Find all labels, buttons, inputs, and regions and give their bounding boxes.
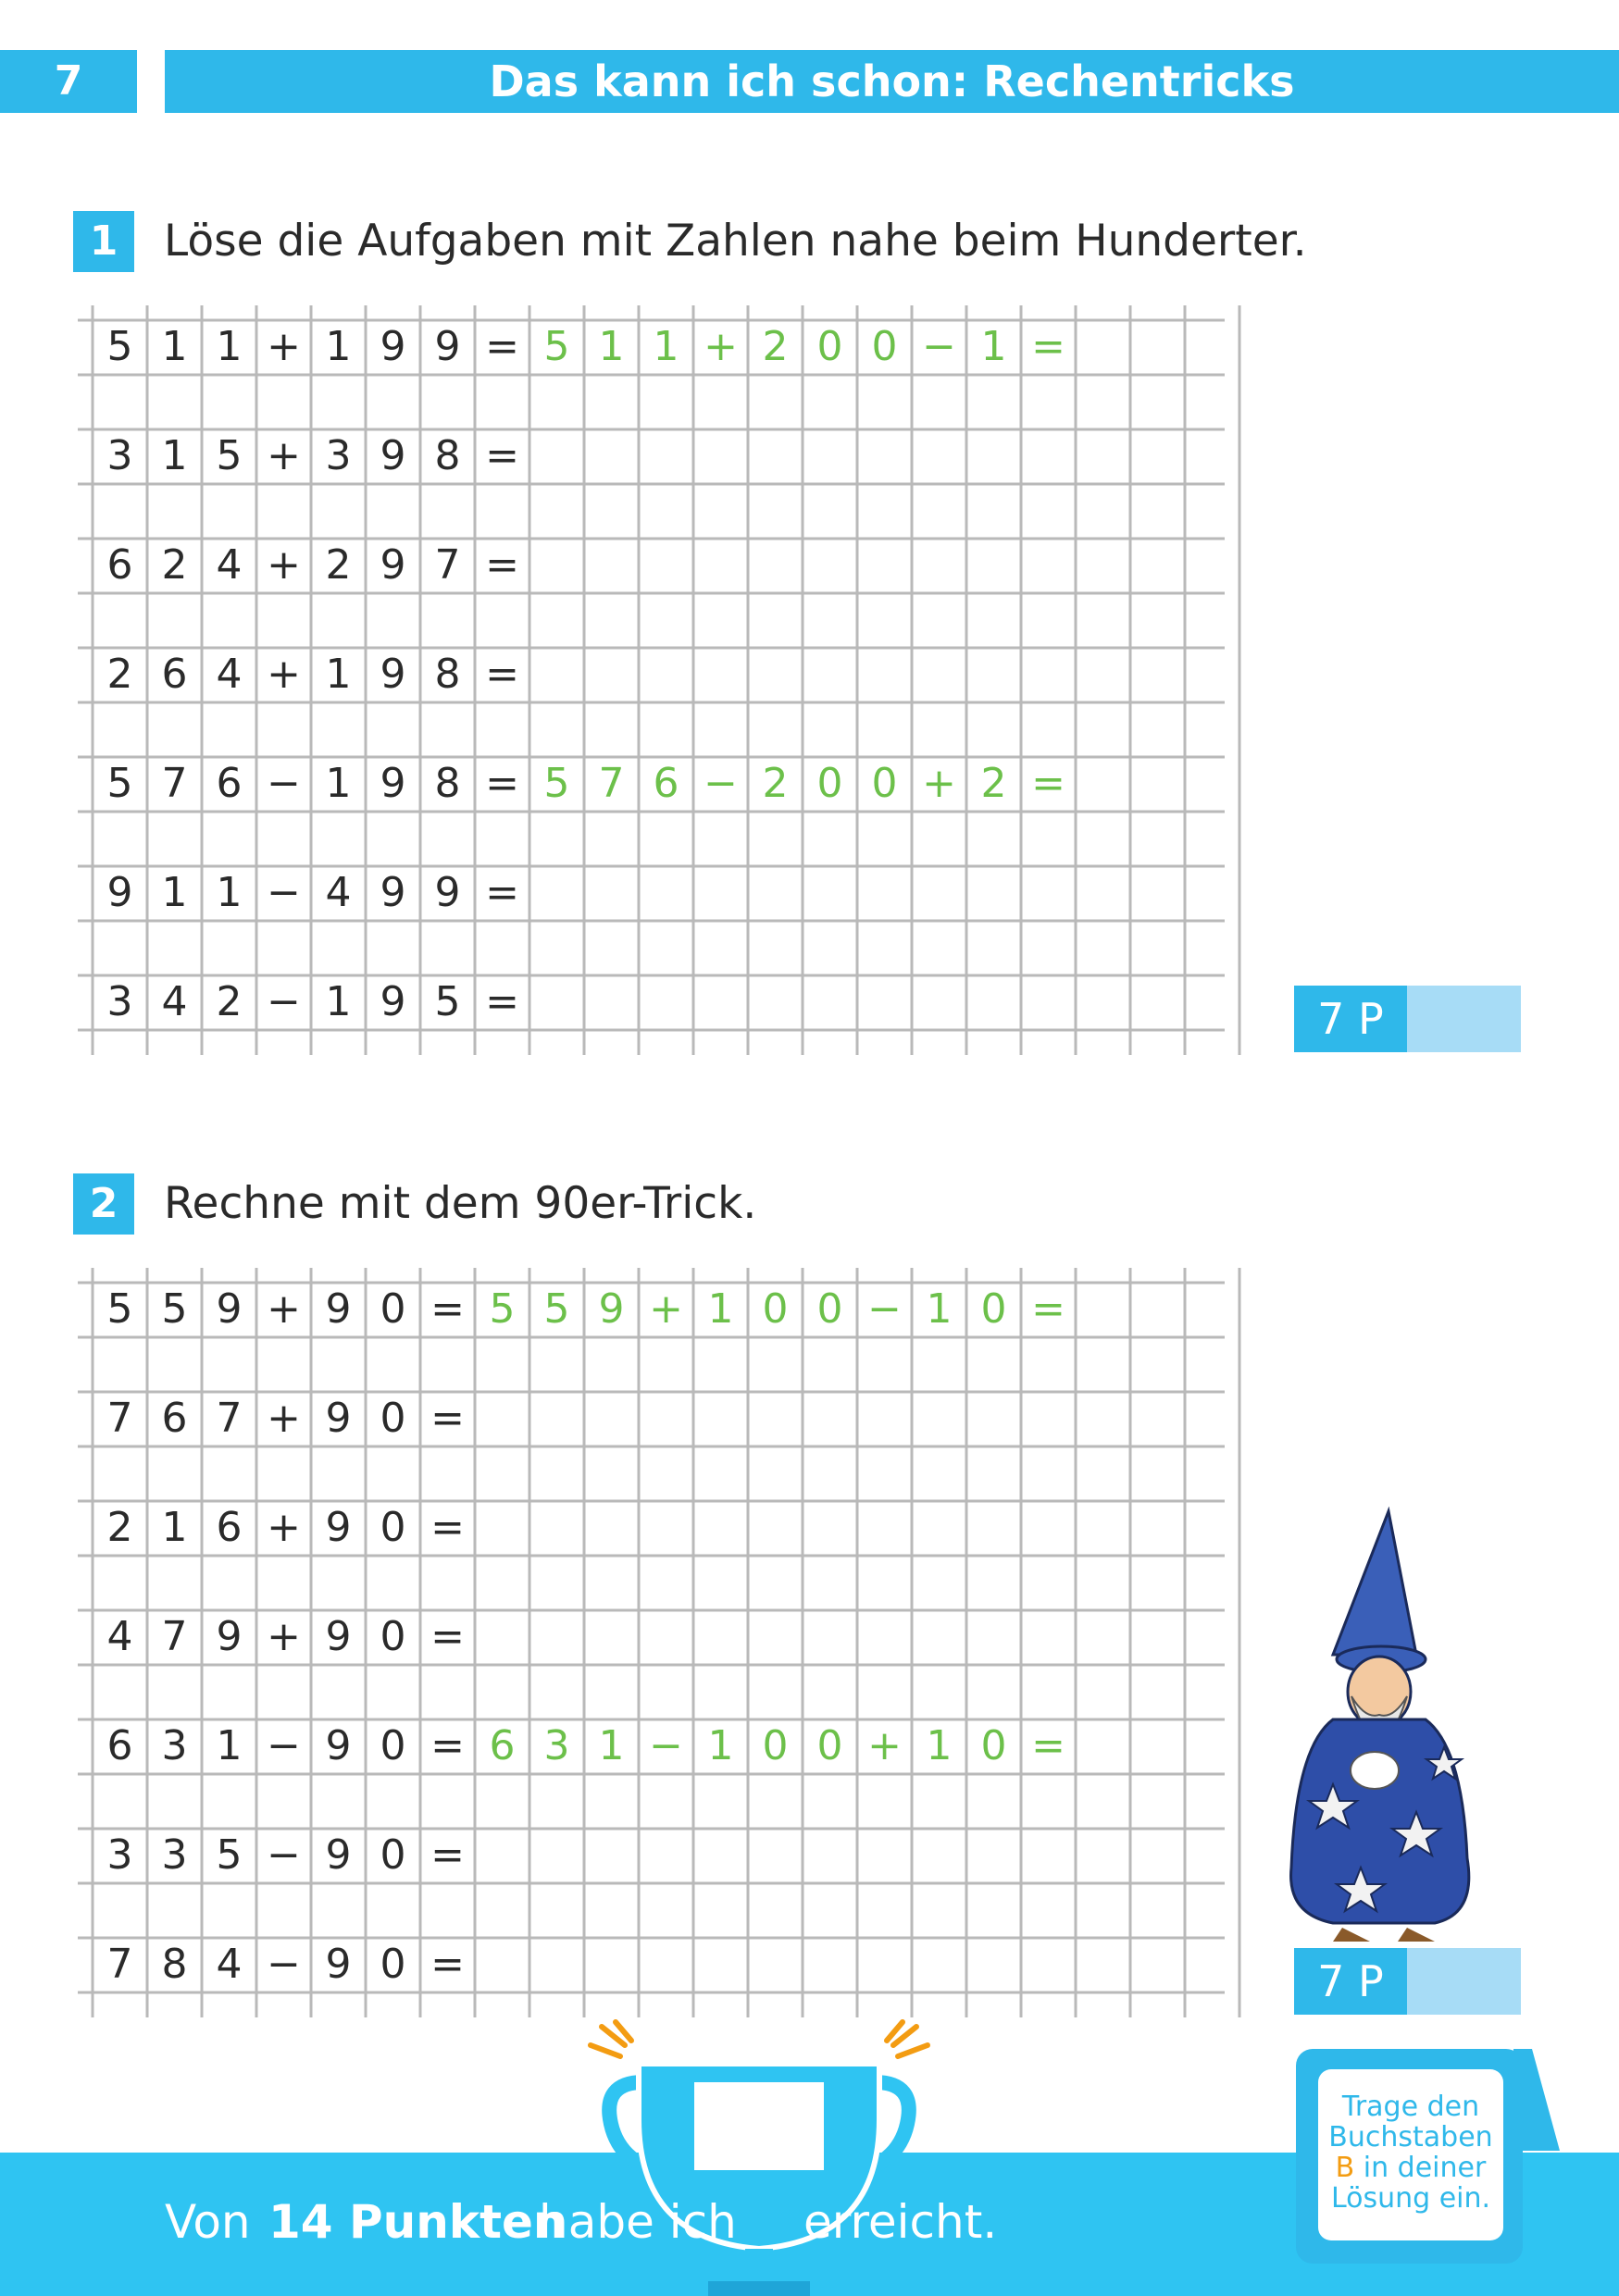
task-digit: = [430, 1395, 465, 1442]
task-digit: = [485, 869, 519, 916]
task-digit: 7 [434, 541, 461, 589]
task-digit: − [267, 978, 301, 1025]
task-digit: 5 [434, 978, 461, 1025]
task-digit: + [267, 323, 301, 370]
task-digit: 9 [216, 1285, 243, 1333]
task-digit: = [485, 541, 519, 589]
task-digit: 1 [161, 323, 188, 370]
equation-row [93, 1582, 475, 1692]
page-title: Das kann ich schon: Rechentricks [165, 50, 1619, 113]
task-digit: = [430, 1613, 465, 1660]
task-1-grid [78, 305, 1253, 1055]
task-digit: 9 [106, 869, 133, 916]
task-digit: 1 [161, 432, 188, 479]
hint-digit: 0 [762, 1285, 789, 1333]
task-digit: 6 [106, 541, 133, 589]
task-digit: 0 [380, 1831, 406, 1879]
task-digit: 5 [161, 1285, 188, 1333]
task-digit: − [267, 1722, 301, 1769]
hint-digit: = [1031, 760, 1065, 807]
task-digit: 9 [325, 1504, 352, 1551]
trophy-label: Punkte [714, 2143, 804, 2174]
hint-digit: 1 [653, 323, 679, 370]
hint-digit: + [649, 1285, 683, 1333]
task-digit: = [430, 1831, 465, 1879]
task-digit: 3 [161, 1831, 188, 1879]
task-digit: 9 [325, 1285, 352, 1333]
task-digit: 2 [161, 541, 188, 589]
task-digit: 8 [161, 1941, 188, 1988]
note-letter: B [1335, 2152, 1355, 2184]
task-digit: 1 [325, 760, 352, 807]
task-digit: 1 [216, 1722, 243, 1769]
task-digit: 5 [216, 432, 243, 479]
task-digit: − [267, 1941, 301, 1988]
hint-digit: 1 [598, 323, 625, 370]
footer-bold: 14 Punkten [268, 2195, 567, 2249]
task-digit: 5 [106, 1285, 133, 1333]
hint-digit: 1 [926, 1285, 953, 1333]
hint-digit: 0 [816, 760, 843, 807]
wizard-illustration [1277, 1507, 1490, 1951]
task-digit: 9 [325, 1831, 352, 1879]
hint-digit: − [922, 323, 956, 370]
hint-digit: 5 [489, 1285, 516, 1333]
task-digit: 4 [216, 541, 243, 589]
task-digit: 2 [216, 978, 243, 1025]
equation-row [93, 1473, 475, 1582]
task-digit: 1 [216, 323, 243, 370]
note-box-text [1318, 2069, 1503, 2240]
task-digit: 4 [325, 869, 352, 916]
task-digit: 8 [434, 432, 461, 479]
task-digit: 4 [161, 978, 188, 1025]
hint-digit: 5 [543, 323, 570, 370]
task-digit: 6 [161, 1395, 188, 1442]
task-digit: 6 [161, 651, 188, 698]
task-digit: 9 [380, 323, 406, 370]
note-line: Buchstaben [1328, 2121, 1493, 2153]
task-2-number: 2 [73, 1173, 134, 1235]
task-digit: 3 [161, 1722, 188, 1769]
task-digit: 1 [325, 978, 352, 1025]
points-label: 7 P [1294, 1948, 1407, 2015]
task-digit: = [485, 432, 519, 479]
task-digit: 9 [380, 541, 406, 589]
task-digit: 1 [325, 323, 352, 370]
task-digit: 9 [434, 869, 461, 916]
task-digit: 1 [161, 1504, 188, 1551]
task-digit: 6 [216, 760, 243, 807]
task-2-instruction: Rechne mit dem 90er-Trick. [164, 1178, 757, 1229]
task-digit: 4 [216, 1941, 243, 1988]
equation-row [93, 1364, 475, 1473]
hint-digit: = [1031, 1722, 1065, 1769]
equation-row [93, 292, 1076, 402]
equation-row [93, 620, 529, 729]
task-digit: 2 [106, 1504, 133, 1551]
hint-digit: 6 [489, 1722, 516, 1769]
task-digit: 8 [434, 760, 461, 807]
task-digit: 9 [380, 432, 406, 479]
footer-suffix: erreicht. [803, 2195, 998, 2249]
hint-digit: 0 [762, 1722, 789, 1769]
page-number: 7 [0, 50, 137, 113]
equation-row [93, 729, 1076, 838]
footer-prefix: Von [165, 2195, 251, 2249]
task-digit: 8 [434, 651, 461, 698]
note-line: Lösung ein. [1330, 2182, 1491, 2215]
task-digit: 0 [380, 1504, 406, 1551]
task-digit: 6 [106, 1722, 133, 1769]
note-box-tab [1513, 2049, 1560, 2151]
hint-digit: 0 [816, 323, 843, 370]
hint-digit: 1 [980, 323, 1007, 370]
task-digit: 3 [325, 432, 352, 479]
hint-digit: 1 [707, 1722, 734, 1769]
task-digit: 4 [216, 651, 243, 698]
task-digit: + [267, 651, 301, 698]
equation-row [93, 1910, 475, 2019]
task-digit: 9 [434, 323, 461, 370]
task-digit: + [267, 432, 301, 479]
task-digit: 1 [325, 651, 352, 698]
hint-digit: − [867, 1285, 902, 1333]
task-digit: = [485, 760, 519, 807]
hint-digit: 3 [543, 1722, 570, 1769]
task-digit: 0 [380, 1941, 406, 1988]
hint-digit: = [1031, 323, 1065, 370]
task-digit: 9 [325, 1613, 352, 1660]
equation-row [93, 1801, 475, 1910]
task-digit: 9 [216, 1613, 243, 1660]
hint-digit: 1 [598, 1722, 625, 1769]
task-digit: 5 [106, 323, 133, 370]
hint-digit: 0 [980, 1722, 1007, 1769]
hint-digit: 0 [980, 1285, 1007, 1333]
task-digit: = [485, 651, 519, 698]
task-digit: 0 [380, 1285, 406, 1333]
note-line: in deiner [1363, 2152, 1487, 2184]
task-digit: 0 [380, 1722, 406, 1769]
task-digit: 1 [161, 869, 188, 916]
hint-digit: 2 [980, 760, 1007, 807]
task-digit: + [267, 541, 301, 589]
task-digit: 2 [325, 541, 352, 589]
hint-digit: − [649, 1722, 683, 1769]
task-digit: 1 [216, 869, 243, 916]
task-digit: 0 [380, 1395, 406, 1442]
task-digit: 9 [380, 760, 406, 807]
equation-row [93, 948, 529, 1057]
hint-digit: 0 [871, 323, 898, 370]
hint-digit: 2 [762, 323, 789, 370]
hint-digit: 1 [926, 1722, 953, 1769]
hint-digit: + [867, 1722, 902, 1769]
task-digit: 9 [325, 1395, 352, 1442]
task-digit: = [430, 1722, 465, 1769]
hint-digit: 0 [816, 1285, 843, 1333]
task-digit: = [430, 1504, 465, 1551]
task-digit: 9 [325, 1941, 352, 1988]
task-digit: 9 [380, 978, 406, 1025]
task-digit: 3 [106, 1831, 133, 1879]
task-1-instruction: Löse die Aufgaben mit Zahlen nahe beim Hunderter. [164, 216, 1307, 267]
task-1-points-box[interactable] [1294, 986, 1521, 1052]
equation-row [93, 1255, 1076, 1364]
hint-digit: 0 [816, 1722, 843, 1769]
task-digit: 9 [380, 651, 406, 698]
task-digit: + [267, 1613, 301, 1660]
footer-middle: habe ich [539, 2195, 737, 2249]
equation-row [93, 402, 529, 511]
hint-digit: + [922, 760, 956, 807]
task-digit: 3 [106, 432, 133, 479]
task-digit: 5 [216, 1831, 243, 1879]
hint-digit: 0 [871, 760, 898, 807]
task-digit: 6 [216, 1504, 243, 1551]
equation-row [93, 1692, 1076, 1801]
hint-digit: 9 [598, 1285, 625, 1333]
task-2-grid [78, 1268, 1253, 2017]
hint-digit: = [1031, 1285, 1065, 1333]
task-digit: 4 [106, 1613, 133, 1660]
hint-digit: 5 [543, 1285, 570, 1333]
task-digit: − [267, 760, 301, 807]
task-digit: 3 [106, 978, 133, 1025]
note-line: Trage den [1341, 2091, 1480, 2123]
task-digit: 7 [161, 1613, 188, 1660]
task-digit: − [267, 869, 301, 916]
hint-digit: 2 [762, 760, 789, 807]
task-2-points-box[interactable] [1294, 1948, 1521, 2015]
task-digit: = [485, 323, 519, 370]
task-digit: − [267, 1831, 301, 1879]
task-digit: 7 [106, 1941, 133, 1988]
task-digit: = [485, 978, 519, 1025]
equation-row [93, 838, 529, 948]
hint-digit: − [704, 760, 738, 807]
task-digit: + [267, 1504, 301, 1551]
hint-digit: 1 [707, 1285, 734, 1333]
task-digit: = [430, 1285, 465, 1333]
task-digit: + [267, 1285, 301, 1333]
task-digit: = [430, 1941, 465, 1988]
task-digit: 7 [216, 1395, 243, 1442]
task-digit: 2 [106, 651, 133, 698]
hint-digit: 5 [543, 760, 570, 807]
task-digit: 9 [380, 869, 406, 916]
task-digit: 7 [161, 760, 188, 807]
task-1-number: 1 [73, 211, 134, 272]
hint-digit: 7 [598, 760, 625, 807]
points-label: 7 P [1294, 986, 1407, 1052]
task-digit: + [267, 1395, 301, 1442]
task-digit: 0 [380, 1613, 406, 1660]
equation-row [93, 511, 529, 620]
task-digit: 9 [325, 1722, 352, 1769]
hint-digit: 6 [653, 760, 679, 807]
hint-digit: + [704, 323, 738, 370]
task-digit: 7 [106, 1395, 133, 1442]
task-digit: 5 [106, 760, 133, 807]
